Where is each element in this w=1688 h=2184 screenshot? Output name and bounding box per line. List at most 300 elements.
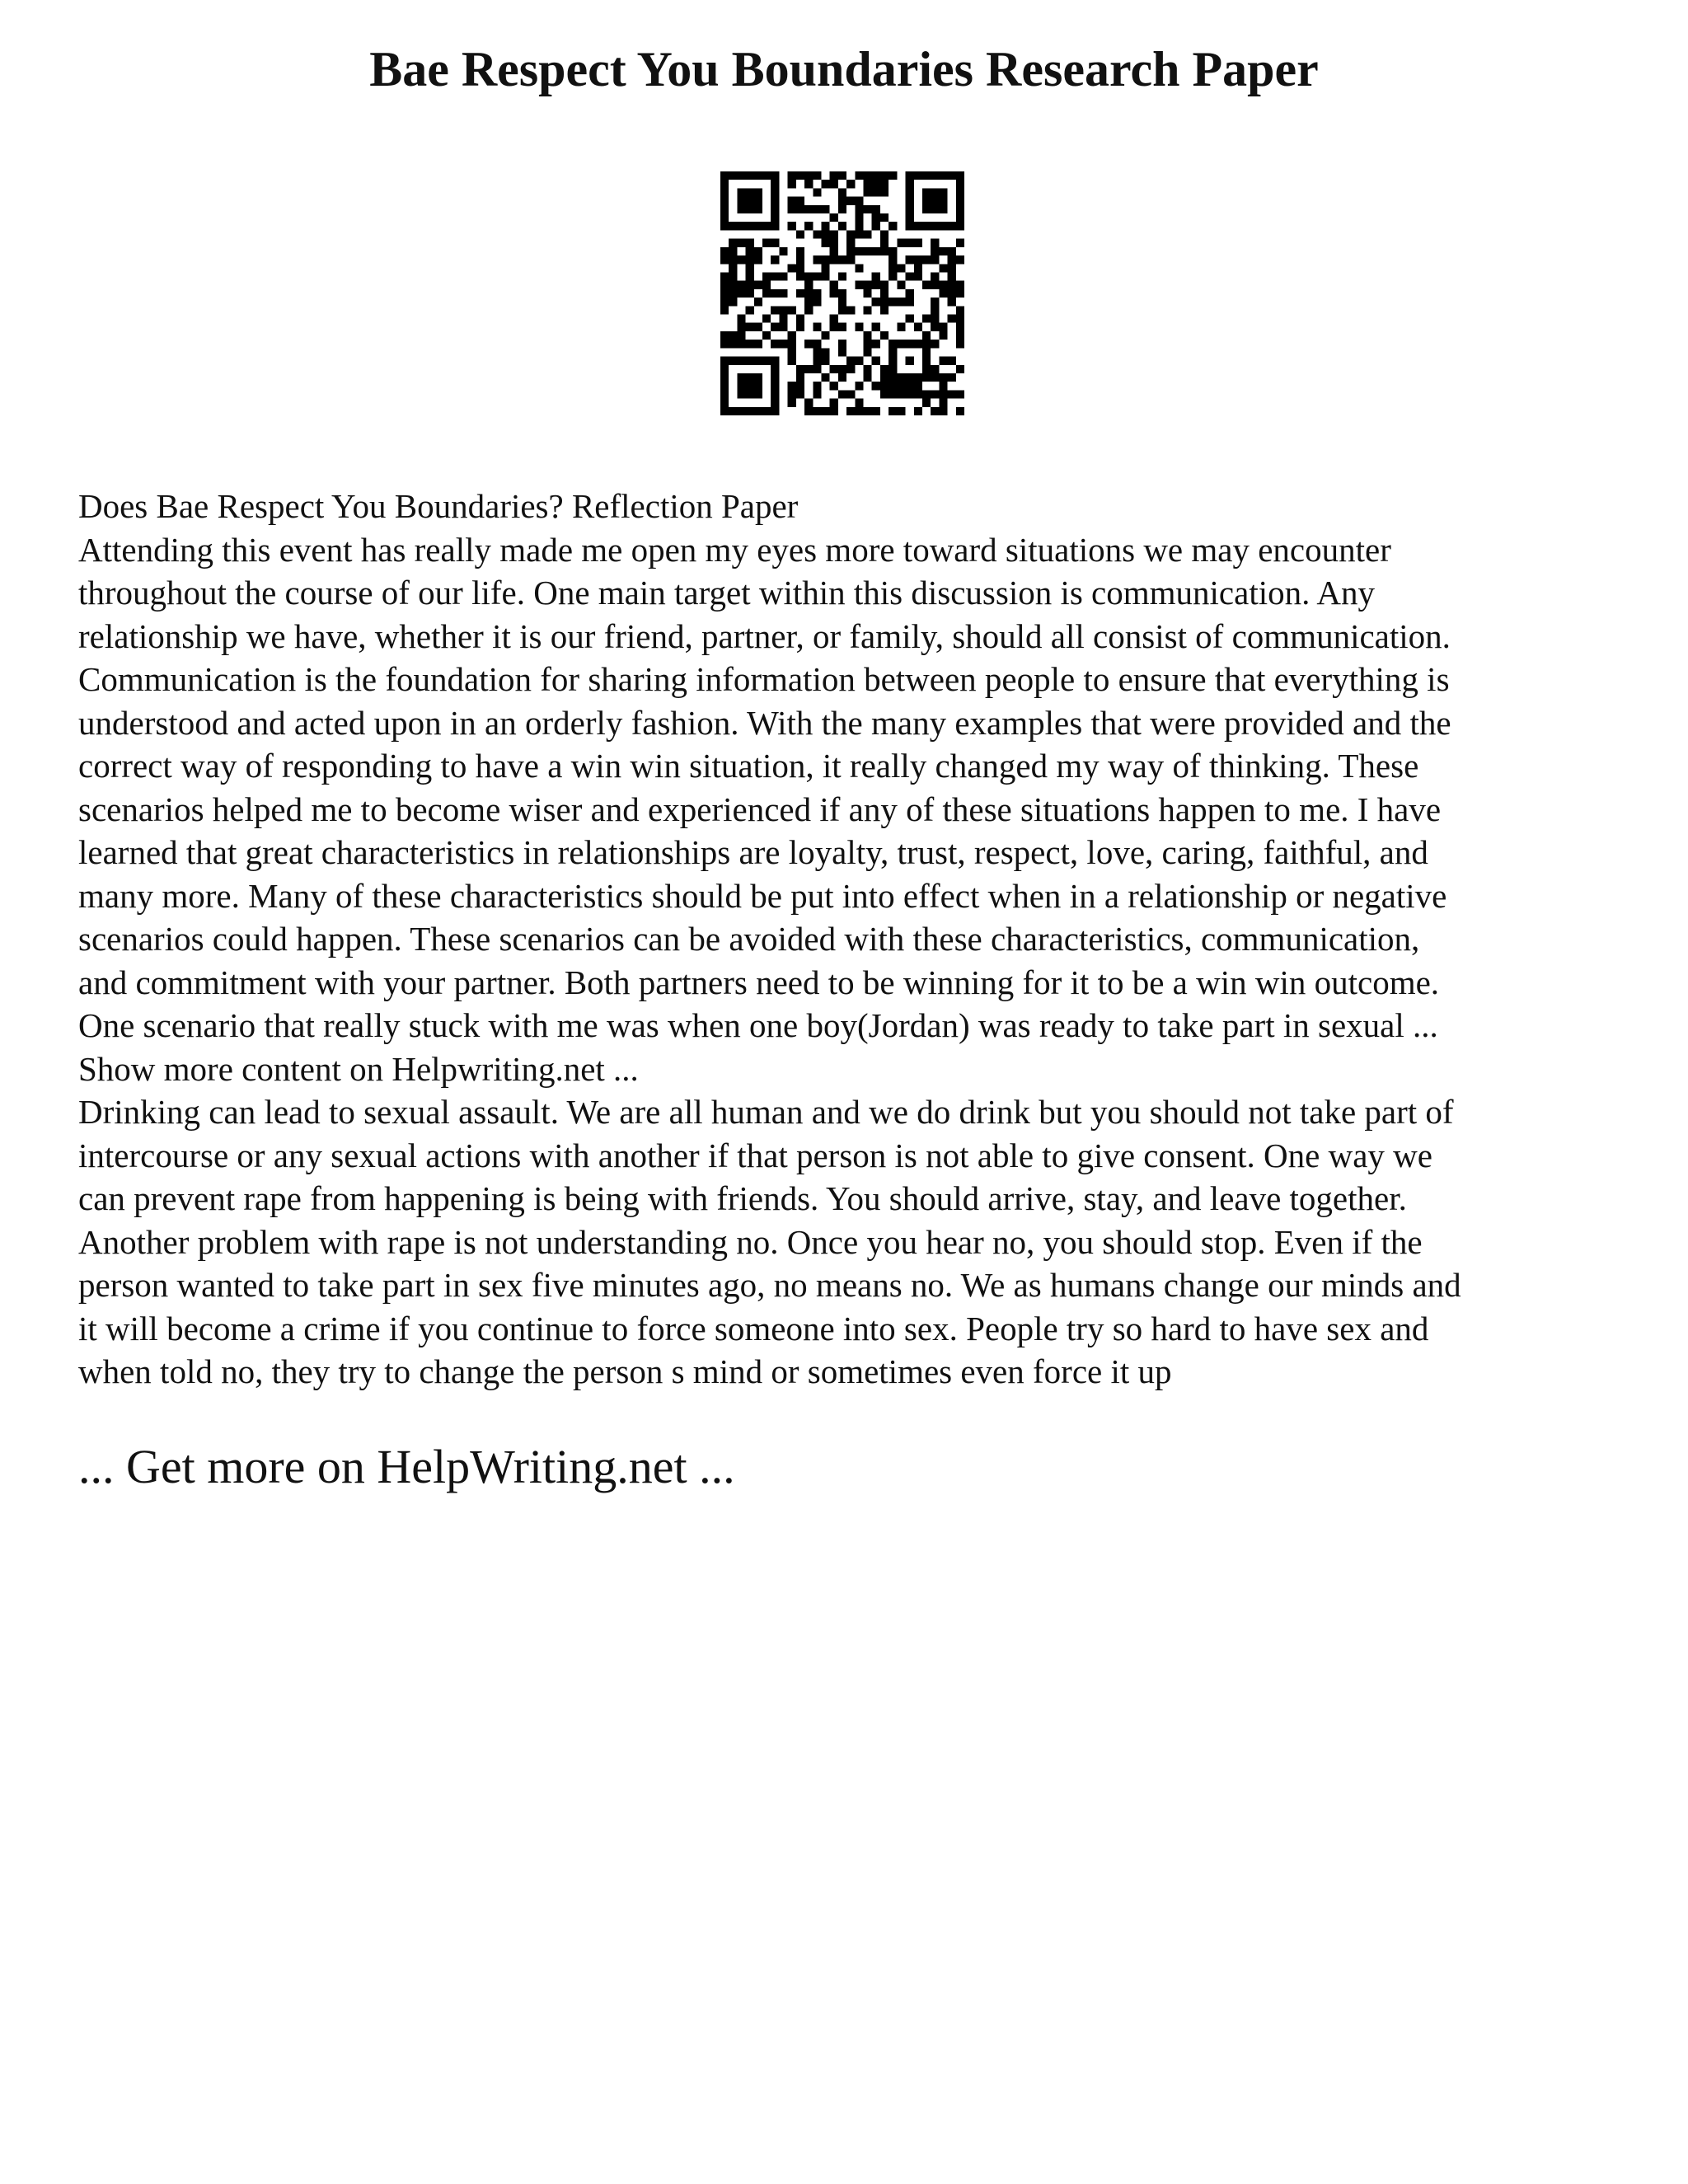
qr-module <box>804 272 813 280</box>
qr-module <box>779 247 787 255</box>
qr-module <box>889 340 897 348</box>
qr-module <box>821 239 829 247</box>
qr-module <box>771 222 779 230</box>
body-line: when told no, they try to change the person s mind or sometimes even force it up <box>78 1352 1172 1390</box>
qr-module <box>821 272 829 280</box>
qr-module <box>906 188 914 196</box>
qr-module <box>796 315 804 323</box>
qr-module <box>897 407 905 415</box>
body-line: Communication is the foundation for sharing information between people to ensure that everything is <box>78 660 1450 698</box>
qr-module <box>880 247 889 255</box>
qr-module <box>796 197 804 205</box>
qr-module <box>788 180 796 188</box>
qr-module <box>880 306 889 314</box>
qr-module <box>906 171 914 180</box>
qr-module <box>931 255 939 264</box>
body-line: relationship we have, whether it is our friend, partner, or family, should all consist of communication. <box>78 616 1451 655</box>
qr-module <box>889 357 897 365</box>
qr-module <box>846 255 855 264</box>
qr-module <box>762 357 771 365</box>
qr-module <box>914 239 922 247</box>
qr-module <box>956 315 964 323</box>
qr-module <box>864 373 872 382</box>
qr-module <box>788 399 796 407</box>
qr-module <box>906 197 914 205</box>
qr-module <box>779 340 787 348</box>
qr-module <box>729 281 737 289</box>
qr-module <box>754 247 762 255</box>
qr-module <box>720 247 729 255</box>
qr-module <box>720 298 729 306</box>
qr-module <box>788 331 796 340</box>
qr-module <box>931 239 939 247</box>
qr-module <box>939 331 947 340</box>
qr-module <box>804 289 813 298</box>
qr-module <box>762 331 771 340</box>
qr-module <box>906 382 914 390</box>
qr-module <box>880 281 889 289</box>
qr-module <box>956 222 964 230</box>
qr-module <box>914 390 922 398</box>
qr-module <box>737 323 745 331</box>
qr-module <box>855 230 863 238</box>
qr-module <box>737 357 745 365</box>
qr-module <box>838 171 846 180</box>
qr-module <box>821 373 829 382</box>
qr-module <box>931 340 939 348</box>
qr-module <box>821 264 829 272</box>
qr-module <box>880 365 889 373</box>
qr-module <box>897 264 905 272</box>
qr-module <box>838 365 846 373</box>
qr-module <box>855 399 863 407</box>
qr-module <box>872 298 880 306</box>
qr-module <box>956 205 964 213</box>
qr-module <box>864 289 872 298</box>
qr-module <box>931 365 939 373</box>
qr-module <box>948 298 956 306</box>
qr-module <box>821 255 829 264</box>
qr-module <box>906 222 914 230</box>
qr-module <box>864 348 872 356</box>
body-line: Another problem with rape is not understanding no. Once you hear no, you should stop. Even if the <box>78 1222 1423 1261</box>
qr-module <box>846 365 855 373</box>
body-line: Does Bae Respect You Boundaries? Reflection Paper <box>78 487 799 525</box>
qr-module <box>872 205 880 213</box>
qr-module <box>906 340 914 348</box>
qr-module <box>746 281 754 289</box>
qr-module <box>906 239 914 247</box>
qr-module <box>931 222 939 230</box>
qr-module <box>737 382 745 390</box>
qr-module <box>948 264 956 272</box>
qr-module <box>889 255 897 264</box>
qr-module <box>804 407 813 415</box>
qr-module <box>830 323 838 331</box>
qr-module <box>889 373 897 382</box>
body-line: correct way of responding to have a win win situation, it really changed my way of thinking. These <box>78 747 1419 785</box>
qr-module <box>813 357 821 365</box>
qr-module <box>754 323 762 331</box>
qr-module <box>855 222 863 230</box>
qr-module <box>906 373 914 382</box>
qr-module <box>880 239 889 247</box>
qr-module <box>821 222 829 230</box>
qr-module <box>914 171 922 180</box>
qr-module <box>880 390 889 398</box>
qr-module <box>754 373 762 382</box>
qr-module <box>906 298 914 306</box>
qr-module <box>939 390 947 398</box>
qr-module <box>720 357 729 365</box>
qr-module <box>889 272 897 280</box>
qr-module <box>931 306 939 314</box>
qr-module <box>830 255 838 264</box>
qr-module <box>720 171 729 180</box>
show-more-link[interactable]: Show more content on Helpwriting.net ... <box>78 1049 639 1088</box>
qr-module <box>846 407 855 415</box>
qr-module <box>939 247 947 255</box>
qr-module <box>889 264 897 272</box>
qr-module <box>948 357 956 365</box>
qr-module <box>864 205 872 213</box>
qr-module <box>931 188 939 196</box>
qr-module <box>796 365 804 373</box>
qr-module <box>864 365 872 373</box>
qr-module <box>804 222 813 230</box>
qr-module <box>804 340 813 348</box>
qr-module <box>855 213 863 222</box>
qr-module <box>880 213 889 222</box>
qr-module <box>720 272 729 280</box>
qr-module <box>897 281 905 289</box>
qr-module <box>846 180 855 188</box>
qr-module <box>821 180 829 188</box>
qr-module <box>914 222 922 230</box>
qr-module <box>872 382 880 390</box>
qr-module <box>846 306 855 314</box>
qr-module <box>746 390 754 398</box>
qr-module <box>855 264 863 272</box>
qr-module <box>729 171 737 180</box>
qr-module <box>729 264 737 272</box>
qr-module <box>813 365 821 373</box>
qr-module <box>889 348 897 356</box>
qr-module <box>846 247 855 255</box>
qr-module <box>830 399 838 407</box>
qr-module <box>830 230 838 238</box>
qr-module <box>939 357 947 365</box>
qr-module <box>779 315 787 323</box>
qr-module <box>754 171 762 180</box>
qr-module <box>746 197 754 205</box>
qr-module <box>813 255 821 264</box>
qr-module <box>922 222 931 230</box>
qr-module <box>956 239 964 247</box>
qr-module <box>939 323 947 331</box>
qr-module <box>906 315 914 323</box>
qr-module <box>746 306 754 314</box>
body-line: understood and acted upon in an orderly fashion. With the many examples that were provided and the <box>78 703 1451 742</box>
qr-module <box>746 239 754 247</box>
qr-module <box>796 382 804 390</box>
qr-module <box>914 255 922 264</box>
qr-module <box>880 373 889 382</box>
qr-module <box>804 365 813 373</box>
qr-module <box>897 390 905 398</box>
qr-module <box>804 180 813 188</box>
qr-module <box>838 197 846 205</box>
body-line: Attending this event has really made me open my eyes more toward situations we may encounter <box>78 530 1391 569</box>
qr-module <box>948 222 956 230</box>
qr-module <box>922 188 931 196</box>
qr-code-graphic <box>720 171 964 415</box>
qr-module <box>804 306 813 314</box>
qr-module <box>889 298 897 306</box>
qr-module <box>830 289 838 298</box>
qr-module <box>779 289 787 298</box>
qr-module <box>720 289 729 298</box>
qr-module <box>779 272 787 280</box>
body-line: can prevent rape from happening is being with friends. You should arrive, stay, and leave together. <box>78 1179 1407 1217</box>
qr-module <box>796 272 804 280</box>
qr-module <box>762 171 771 180</box>
qr-module <box>771 239 779 247</box>
qr-module <box>855 407 863 415</box>
qr-module <box>880 331 889 340</box>
qr-module <box>771 399 779 407</box>
qr-module <box>939 399 947 407</box>
qr-module <box>939 222 947 230</box>
qr-module <box>864 331 872 340</box>
qr-module <box>762 315 771 323</box>
qr-module <box>931 407 939 415</box>
qr-module <box>830 315 838 323</box>
qr-module <box>804 399 813 407</box>
qr-module <box>729 255 737 264</box>
qr-module <box>864 340 872 348</box>
qr-module <box>788 382 796 390</box>
qr-module <box>737 390 745 398</box>
body-line: and commitment with your partner. Both partners need to be winning for it to be a win win outcome. <box>78 963 1440 1001</box>
qr-module <box>796 264 804 272</box>
qr-module <box>729 247 737 255</box>
qr-module <box>720 205 729 213</box>
qr-module <box>855 171 863 180</box>
qr-module <box>855 382 863 390</box>
qr-module <box>922 171 931 180</box>
qr-module <box>922 373 931 382</box>
qr-module <box>922 281 931 289</box>
qr-module <box>746 188 754 196</box>
qr-module <box>864 281 872 289</box>
qr-module <box>746 247 754 255</box>
qr-module <box>737 171 745 180</box>
qr-module <box>737 281 745 289</box>
qr-module <box>737 315 745 323</box>
qr-module <box>830 382 838 390</box>
qr-module <box>956 289 964 298</box>
qr-module <box>737 188 745 196</box>
qr-module <box>720 213 729 222</box>
qr-module <box>796 230 804 238</box>
qr-module <box>796 247 804 255</box>
qr-module <box>771 382 779 390</box>
qr-module <box>754 390 762 398</box>
qr-module <box>771 340 779 348</box>
body-line: many more. Many of these characteristics should be put into effect when in a relationship or negative <box>78 876 1447 915</box>
qr-module <box>762 289 771 298</box>
qr-module <box>939 197 947 205</box>
qr-module <box>737 289 745 298</box>
qr-module <box>746 222 754 230</box>
qr-module <box>746 323 754 331</box>
qr-module <box>830 281 838 289</box>
qr-module <box>796 171 804 180</box>
qr-module <box>956 390 964 398</box>
qr-module <box>855 281 863 289</box>
qr-module <box>729 272 737 280</box>
qr-module <box>931 205 939 213</box>
qr-module <box>720 340 729 348</box>
body-line: scenarios helped me to become wiser and experienced if any of these situations happen to me. I have <box>78 790 1442 828</box>
qr-module <box>813 188 821 196</box>
qr-module <box>914 382 922 390</box>
qr-module <box>889 171 897 180</box>
qr-module <box>880 171 889 180</box>
qr-module <box>720 255 729 264</box>
qr-module <box>821 407 829 415</box>
qr-module <box>939 289 947 298</box>
qr-module <box>746 255 754 264</box>
qr-module <box>720 407 729 415</box>
body-line: scenarios could happen. These scenarios can be avoided with these characteristics, communication, <box>78 920 1420 958</box>
qr-module <box>939 382 947 390</box>
qr-module <box>906 213 914 222</box>
qr-module <box>788 205 796 213</box>
qr-module <box>956 323 964 331</box>
qr-module <box>754 407 762 415</box>
qr-module <box>906 357 914 365</box>
qr-module <box>813 289 821 298</box>
qr-module <box>754 188 762 196</box>
qr-module <box>830 213 838 222</box>
qr-module <box>872 222 880 230</box>
body-line: learned that great characteristics in relationships are loyalty, trust, respect, love, caring, faithful, and <box>78 833 1428 871</box>
qr-module <box>788 348 796 356</box>
qr-module <box>889 382 897 390</box>
qr-module <box>746 171 754 180</box>
qr-module <box>830 365 838 373</box>
qr-module <box>779 323 787 331</box>
qr-module <box>746 357 754 365</box>
qr-module <box>948 315 956 323</box>
qr-module <box>821 230 829 238</box>
qr-module <box>872 247 880 255</box>
qr-module <box>846 197 855 205</box>
qr-module <box>956 197 964 205</box>
qr-module <box>922 390 931 398</box>
qr-module <box>830 407 838 415</box>
qr-module <box>737 407 745 415</box>
qr-module <box>813 272 821 280</box>
qr-module <box>897 340 905 348</box>
qr-module <box>762 272 771 280</box>
qr-module <box>931 281 939 289</box>
qr-module <box>746 407 754 415</box>
qr-module <box>948 390 956 398</box>
qr-module <box>838 348 846 356</box>
qr-module <box>872 180 880 188</box>
qr-module <box>931 323 939 331</box>
qr-module <box>906 255 914 264</box>
qr-module <box>754 197 762 205</box>
qr-module <box>956 306 964 314</box>
qr-module <box>788 222 796 230</box>
qr-module <box>771 188 779 196</box>
qr-module <box>746 340 754 348</box>
qr-module <box>813 323 821 331</box>
qr-module <box>746 382 754 390</box>
qr-module <box>889 365 897 373</box>
qr-module <box>754 298 762 306</box>
qr-module <box>897 382 905 390</box>
qr-module <box>838 289 846 298</box>
qr-module <box>737 255 745 264</box>
qr-module <box>771 373 779 382</box>
qr-module <box>796 205 804 213</box>
qr-module <box>796 373 804 382</box>
qr-module <box>922 340 931 348</box>
get-more-link[interactable]: ... Get more on HelpWriting.net ... <box>78 1440 735 1493</box>
qr-module <box>771 306 779 314</box>
qr-module <box>931 315 939 323</box>
body-line: intercourse or any sexual actions with another if that person is not able to give consent. One way we <box>78 1136 1432 1174</box>
qr-module <box>855 197 863 205</box>
qr-module <box>771 171 779 180</box>
qr-module <box>804 171 813 180</box>
qr-module <box>838 340 846 348</box>
qr-module <box>922 365 931 373</box>
qr-module <box>872 171 880 180</box>
qr-module <box>922 197 931 205</box>
qr-module <box>922 399 931 407</box>
qr-module <box>729 222 737 230</box>
qr-module <box>771 357 779 365</box>
qr-module <box>880 289 889 298</box>
qr-module <box>906 272 914 280</box>
qr-module <box>830 171 838 180</box>
qr-module <box>771 390 779 398</box>
qr-module <box>838 390 846 398</box>
qr-module <box>956 171 964 180</box>
qr-module <box>931 390 939 398</box>
page-title: Bae Respect You Boundaries Research Paper <box>369 42 1319 96</box>
qr-module <box>779 306 787 314</box>
qr-module <box>737 197 745 205</box>
qr-module <box>746 373 754 382</box>
qr-module <box>788 171 796 180</box>
qr-module <box>914 264 922 272</box>
qr-module <box>922 357 931 365</box>
qr-module <box>880 382 889 390</box>
qr-module <box>948 171 956 180</box>
qr-module <box>720 331 729 340</box>
qr-module <box>897 298 905 306</box>
qr-module <box>796 390 804 398</box>
qr-module <box>939 264 947 272</box>
qr-module <box>914 272 922 280</box>
